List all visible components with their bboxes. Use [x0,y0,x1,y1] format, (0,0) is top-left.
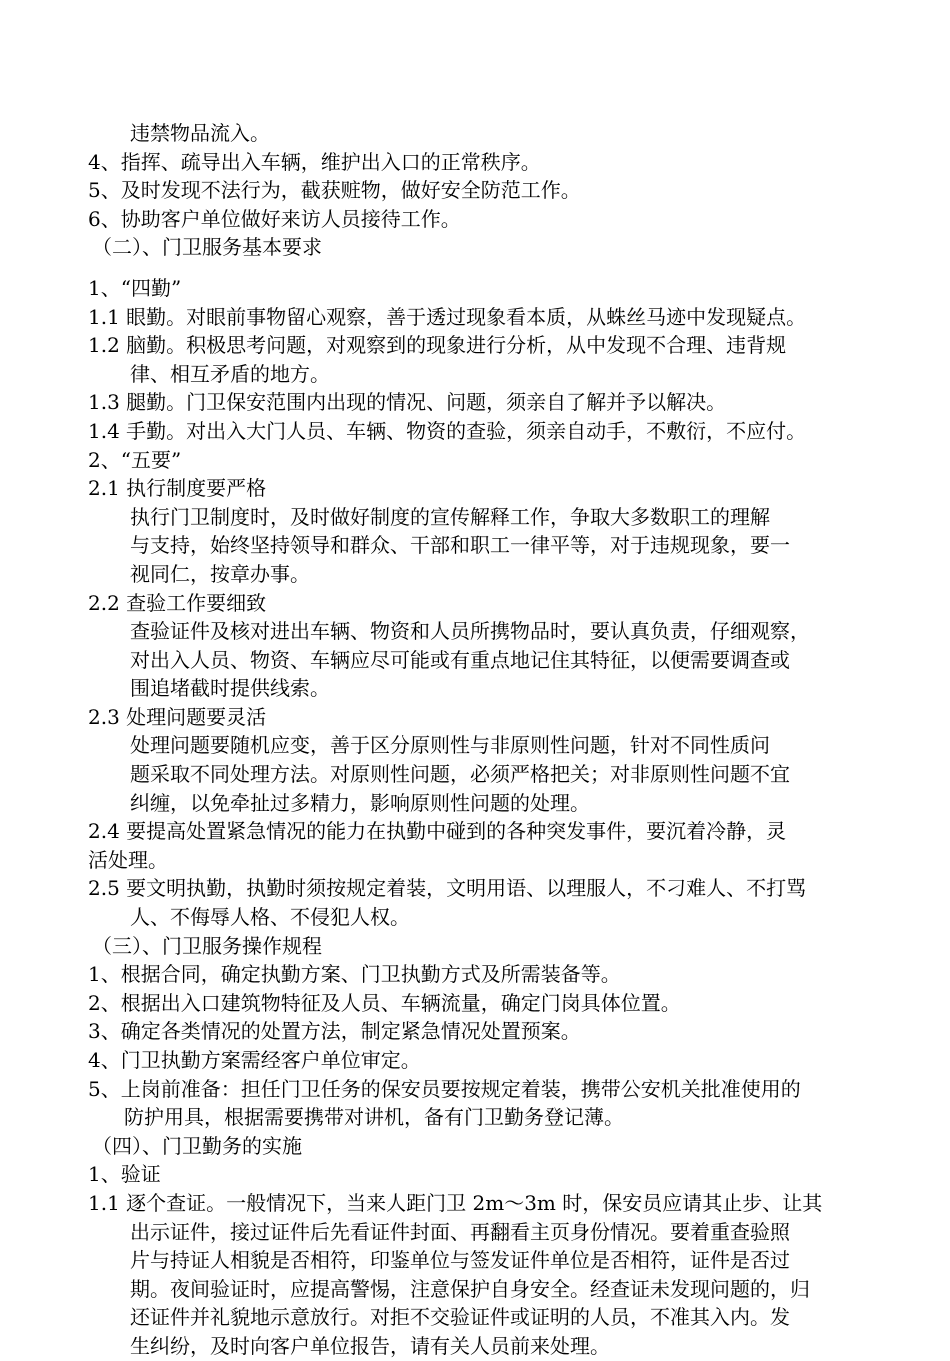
text-line: 出示证件，接过证件后先看证件封面、再翻看主页身份情况。要着重查验照 [130,1219,790,1244]
text-line: 1.4 手勤。对出入大门人员、车辆、物资的查验，须亲自动手，不敷衍，不应付。 [88,418,807,443]
text-line: 生纠纷，及时向客户单位报告，请有关人员前来处理。 [130,1333,610,1358]
text-line: （三）、门卫服务操作规程 [92,933,322,958]
text-line: （四）、门卫勤务的实施 [92,1133,302,1158]
text-line: 还证件并礼貌地示意放行。对拒不交验证件或证明的人员，不准其入内。发 [130,1305,790,1330]
text-line: 防护用具，根据需要携带对讲机，备有门卫勤务登记薄。 [124,1105,624,1130]
text-line: 2.4 要提高处置紧急情况的能力在执勤中碰到的各种突发事件，要沉着冷静，灵 [88,819,787,844]
text-line: 处理问题要随机应变，善于区分原则性与非原则性问题，针对不同性质问 [130,733,770,758]
document-body [88,119,868,1361]
text-line: 2.1 执行制度要严格 [88,476,267,501]
text-line: 1.1 眼勤。对眼前事物留心观察，善于透过现象看本质，从蛛丝马迹中发现疑点。 [88,304,807,329]
text-line: 1.2 脑勤。积极思考问题，对观察到的现象进行分析，从中发现不合理、违背规 [88,333,787,358]
text-line: 围追堵截时提供线索。 [130,676,330,701]
text-line: 4、门卫执勤方案需经客户单位审定。 [88,1048,421,1072]
text-line: 4、指挥、疏导出入车辆，维护出入口的正常秩序。 [88,149,541,174]
text-line: 期。夜间验证时，应提高警惕，注意保护自身安全。经查证未发现问题的，归 [130,1276,810,1301]
text-line: 3、确定各类情况的处置方法，制定紧急情况处置预案。 [88,1019,581,1044]
text-line: 5、上岗前准备：担任门卫任务的保安员要按规定着装，携带公安机关批准使用的 [88,1076,801,1101]
text-line: 对出入人员、物资、车辆应尽可能或有重点地记住其特征，以便需要调查或 [130,647,790,672]
text-line: 2.3 处理问题要灵活 [88,704,267,729]
text-line: 执行门卫制度时，及时做好制度的宣传解释工作，争取大多数职工的理解 [130,504,770,529]
text-line: 1.3 腿勤。门卫保安范围内出现的情况、问题，须亲自了解并予以解决。 [88,390,727,415]
text-line: 5、及时发现不法行为，截获赃物，做好安全防范工作。 [88,178,581,203]
text-line: 视同仁，按章办事。 [130,561,310,586]
text-line: 6、协助客户单位做好来访人员接待工作。 [88,206,461,231]
text-line: 2、根据出入口建筑物特征及人员、车辆流量，确定门岗具体位置。 [88,990,681,1015]
text-line: 1.1 逐个查证。一般情况下，当来人距门卫 2m～3m 时，保安员应请其止步、让其 [88,1190,823,1215]
text-line: 片与持证人相貌是否相符，印鉴单位与签发证件单位是否相符，证件是否过 [130,1248,790,1273]
text-line: 题采取不同处理方法。对原则性问题，必须严格把关；对非原则性问题不宜 [130,762,790,787]
text-line: （二）、门卫服务基本要求 [92,235,322,260]
text-line: 违禁物品流入。 [130,121,270,145]
text-line: 2、“五要” [88,447,182,472]
text-line: 查验证件及核对进出车辆、物资和人员所携物品时，要认真负责，仔细观察， [130,619,810,644]
text-line: 活处理。 [88,847,168,872]
text-line: 2.2 查验工作要细致 [88,590,267,615]
text-line: 与支持，始终坚持领导和群众、干部和职工一律平等，对于违规现象，要一 [130,533,790,558]
text-line: 纠缠，以免牵扯过多精力，影响原则性问题的处理。 [130,790,590,815]
text-line: 1、“四勤” [88,275,182,300]
paragraph-gap [88,262,868,274]
text-line: 律、相互矛盾的地方。 [130,361,330,386]
text-line: 人、不侮辱人格、不侵犯人权。 [130,905,410,930]
text-line: 1、根据合同，确定执勤方案、门卫执勤方式及所需装备等。 [88,962,621,987]
text-line: 2.5 要文明执勤，执勤时须按规定着装，文明用语、以理服人，不刁难人、不打骂 [88,876,807,901]
text-line: 1、验证 [88,1162,161,1187]
